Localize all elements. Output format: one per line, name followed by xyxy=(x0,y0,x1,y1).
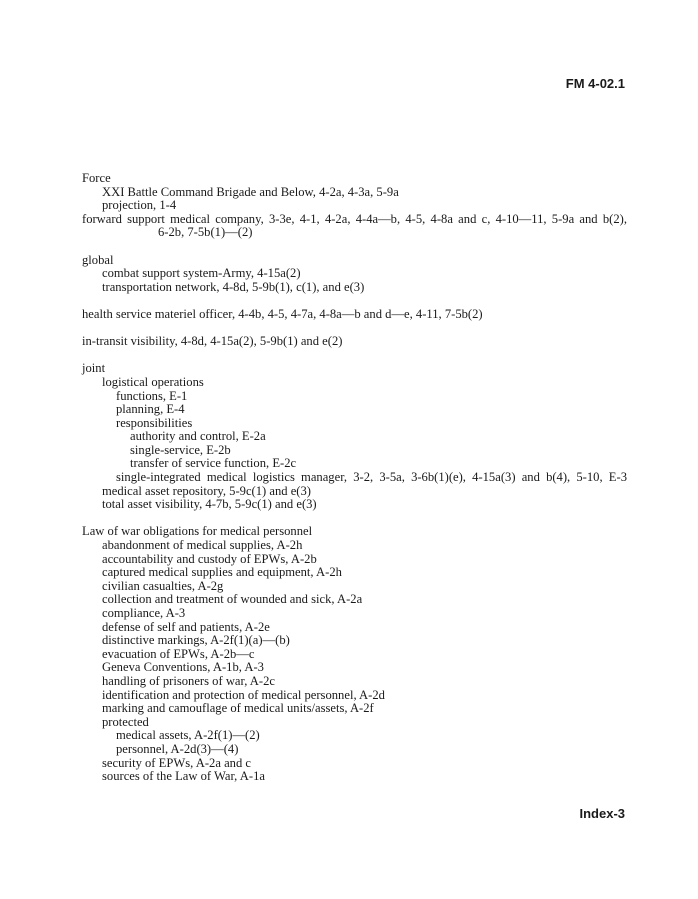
index-entry-joint: joint xyxy=(82,361,106,376)
index-subentry-logops: logistical operations xyxy=(102,374,204,389)
index-subentry-transfer: transfer of service function, E-2c xyxy=(130,456,297,471)
index-entry-global: global xyxy=(82,252,114,267)
index-subentry: captured medical supplies and equipment, A-2h xyxy=(102,565,342,580)
page-number-footer: Index-3 xyxy=(579,806,625,821)
index-entry-fsmc: forward support medical company, 3-3e, 4-1, 4-2a, 4-4a—b, 4-5, 4-8a and c, 4-10—11, 5-9a and b(2), xyxy=(82,211,627,226)
index-subentry-tav: total asset visibility, 4-7b, 5-9c(1) and e(3) xyxy=(102,497,317,512)
index-subentry: civilian casualties, A-2g xyxy=(102,578,224,593)
index-entry-force: Force xyxy=(82,171,111,185)
index-subentry-single-service: single-service, E-2b xyxy=(130,442,231,457)
index-subentry-functions: functions, E-1 xyxy=(116,388,188,403)
index-subentry: accountability and custody of EPWs, A-2b xyxy=(102,551,317,566)
index-subentry-repository: medical asset repository, 5-9c(1) and e(3) xyxy=(102,483,311,498)
index-subentry: collection and treatment of wounded and sick, A-2a xyxy=(102,592,363,607)
document-id-header: FM 4-02.1 xyxy=(565,76,625,91)
index-subentry-projection: projection, 1-4 xyxy=(102,198,177,213)
index-subentry: compliance, A-3 xyxy=(102,606,186,620)
index-subentry-simlm: single-integrated medical logistics manager, 3-2, 3-5a, 3-6b(1)(e), 4-15a(3) and b(4), 5-10, E-3 xyxy=(116,470,627,485)
index-entry-fsmc-continuation: 6-2b, 7-5b(1)—(2) xyxy=(158,225,253,240)
index-subentry: marking and camouflage of medical units/assets, A-2f xyxy=(102,701,374,716)
index-subentry-protected: protected xyxy=(102,714,149,729)
index-subentry: evacuation of EPWs, A-2b—c xyxy=(102,646,255,661)
index-subentry-csa: combat support system-Army, 4-15a(2) xyxy=(102,266,301,281)
index-list xyxy=(82,172,627,784)
index-subentry-xxi: XXI Battle Command Brigade and Below, 4-2a, 4-3a, 5-9a xyxy=(102,184,399,199)
index-subentry: abandonment of medical supplies, A-2h xyxy=(102,538,303,553)
index-subentry: personnel, A-2d(3)—(4) xyxy=(116,741,239,756)
index-entry-hsmo: health service materiel officer, 4-4b, 4-5, 4-7a, 4-8a—b and d—e, 4-11, 7-5b(2) xyxy=(82,306,483,321)
index-subentry: identification and protection of medical personnel, A-2d xyxy=(102,687,385,702)
index-subentry-planning: planning, E-4 xyxy=(116,402,185,417)
index-subentry: sources of the Law of War, A-1a xyxy=(102,769,265,784)
index-subentry-authority: authority and control, E-2a xyxy=(130,429,266,444)
index-subentry: Geneva Conventions, A-1b, A-3 xyxy=(102,660,264,675)
index-subentry-responsibilities: responsibilities xyxy=(116,415,193,430)
index-subentry: defense of self and patients, A-2e xyxy=(102,619,270,634)
index-subentry: security of EPWs, A-2a and c xyxy=(102,755,251,770)
index-subentry: medical assets, A-2f(1)—(2) xyxy=(116,728,260,743)
index-subentry-transportation: transportation network, 4-8d, 5-9b(1), c(1), and e(3) xyxy=(102,279,365,294)
index-subentry: handling of prisoners of war, A-2c xyxy=(102,673,275,688)
index-entry-law-of-war: Law of war obligations for medical personnel xyxy=(82,524,313,539)
index-entry-itv: in-transit visibility, 4-8d, 4-15a(2), 5-9b(1) and e(2) xyxy=(82,334,343,349)
index-subentry: distinctive markings, A-2f(1)(a)—(b) xyxy=(102,633,290,648)
